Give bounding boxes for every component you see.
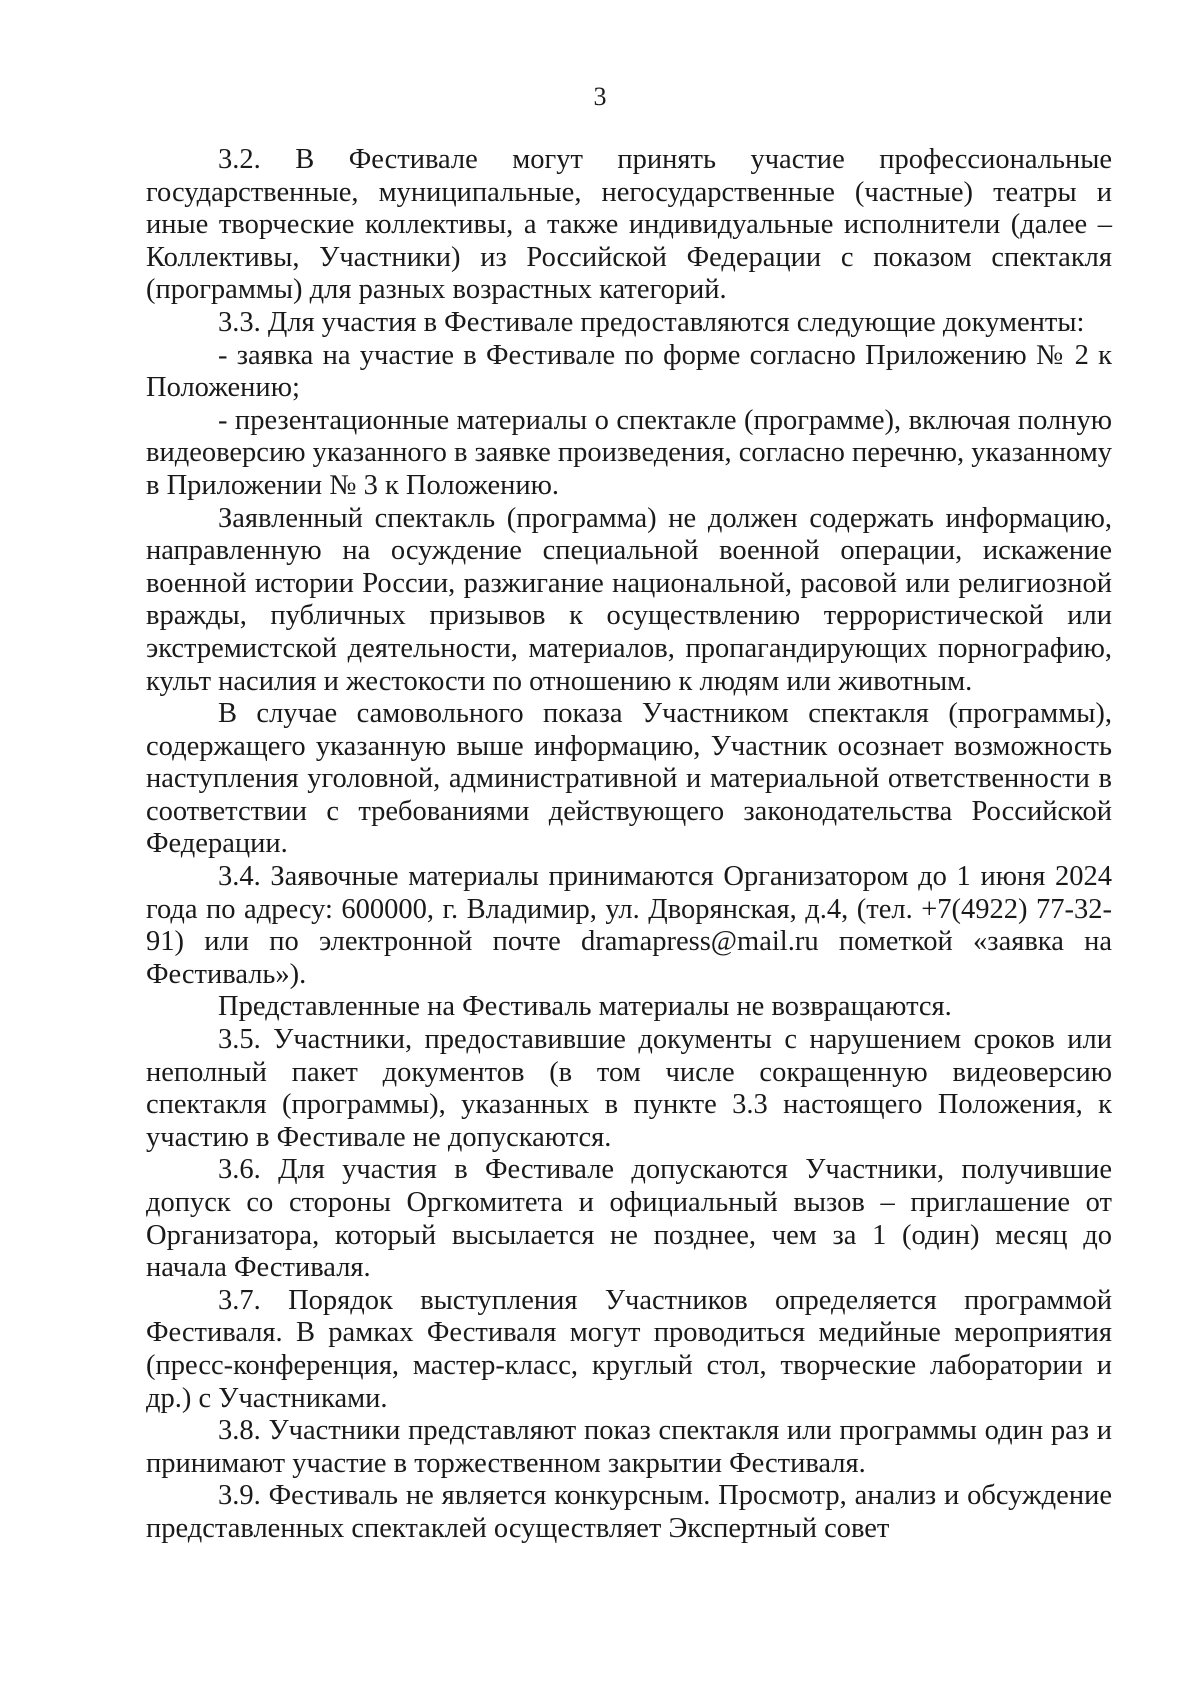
paragraph-3-2: 3.2. В Фестивале могут принять участие профессиональные государственные, муниципальные, негосударственные (частные) театры и иные творческие коллективы, а также индивидуальные исполнители (далее – Коллективы, Участники) из Российской Федерации с показом спектакля (программы) для разных возрастных категорий. xyxy=(146,144,1112,306)
paragraph-3-7: 3.7. Порядок выступления Участников определяется программой Фестиваля. В рамках Фестиваля могут проводиться медийные мероприятия (пресс-конференция, мастер-класс, круглый стол, творческие лаборатории и др.) с Участниками. xyxy=(146,1284,1112,1414)
paragraph-liability: В случае самовольного показа Участником спектакля (программы), содержащего указанную выше информацию, Участник осознает возможность наступления уголовной, административной и материальной ответственности в соответствии с требованиями действующего законодательства Российской Федерации. xyxy=(146,698,1112,860)
list-item-presentation: - презентационные материалы о спектакле (программе), включая полную видеоверсию указанного в заявке произведения, согласно перечню, указанному в Приложении № 3 к Положению. xyxy=(146,404,1112,501)
paragraph-3-4: 3.4. Заявочные материалы принимаются Организатором до 1 июня 2024 года по адресу: 600000, г. Владимир, ул. Дворянская, д.4, (тел. +7(4922) 77-32-91) или по электронной почте dramapress@mail.ru пометкой «заявка на Фестиваль»). xyxy=(146,861,1112,990)
list-item-application: - заявка на участие в Фестивале по форме согласно Приложению № 2 к Положению; xyxy=(146,339,1112,404)
paragraph-3-5: 3.5. Участники, предоставившие документы с нарушением сроков или неполный пакет документов (в том числе сокращенную видеоверсию спектакля (программы), указанных в пункте 3.3 настоящего Положения, к участию в Фестивале не допускаются. xyxy=(146,1024,1112,1153)
paragraph-3-3: 3.3. Для участия в Фестивале предоставляются следующие документы: xyxy=(218,306,1085,338)
paragraph-3-8: 3.8. Участники представляют показ спектакля или программы один раз и принимают участие в торжественном закрытии Фестиваля. xyxy=(146,1415,1112,1479)
paragraph-3-6: 3.6. Для участия в Фестивале допускаются Участники, получившие допуск со стороны Оргкомитета и официальный вызов – приглашение от Организатора, который высылается не позднее, чем за 1 (один) месяц до начала Фестиваля. xyxy=(146,1154,1112,1284)
page-number: 3 xyxy=(593,82,607,111)
paragraph-content-restrictions: Заявленный спектакль (программа) не должен содержать информацию, направленную на осуждение специальной военной операции, искажение военной истории России, разжигание национальной, расовой или религиозной вражды, публичных призывов к осуществлению террористической или экстремистской деятельности, материалов, пропагандирующих порнографию, культ насилия и жестокости по отношению к людям или животным. xyxy=(146,502,1112,697)
paragraph-3-9: 3.9. Фестиваль не является конкурсным. Просмотр, анализ и обсуждение представленных спектаклей осуществляет Экспертный совет xyxy=(146,1480,1112,1544)
paragraph-materials-not-returned: Представленные на Фестиваль материалы не возвращаются. xyxy=(218,991,952,1023)
document-body xyxy=(146,144,1112,1546)
